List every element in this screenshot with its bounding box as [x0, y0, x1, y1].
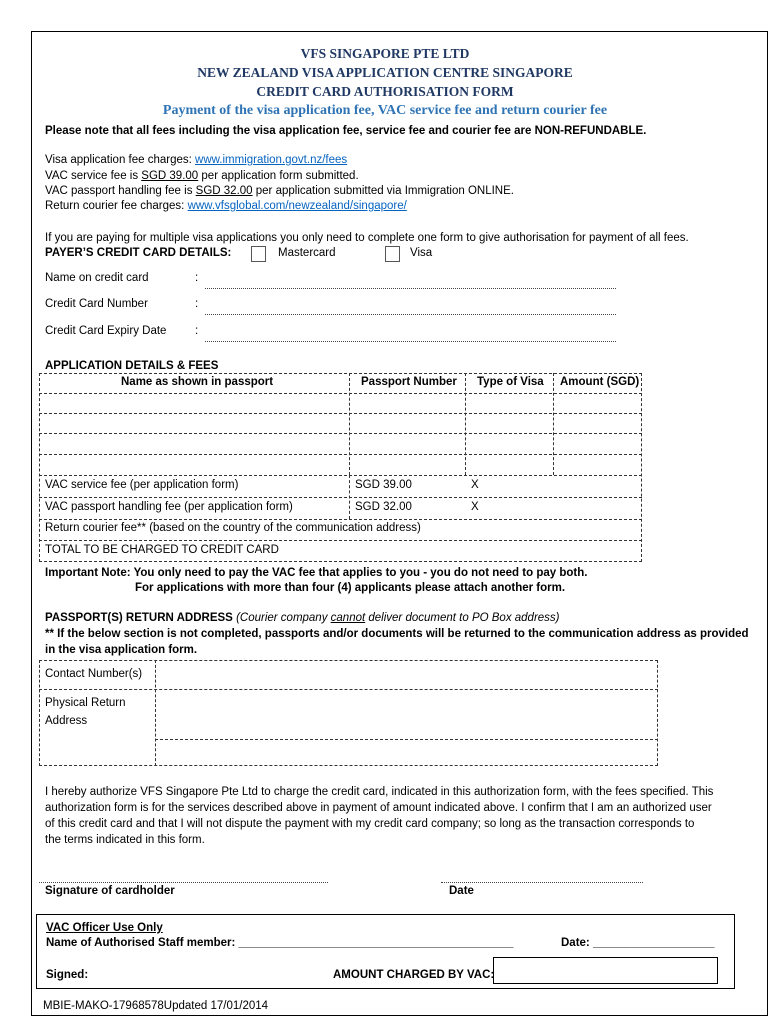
card-expiry-field[interactable] — [205, 341, 616, 342]
footer-reference: MBIE-MAKO-17968578Updated 17/01/2014 — [43, 1000, 269, 1012]
table-col-rule — [349, 373, 350, 475]
handling-fee-amount: SGD 32.00 — [195, 185, 253, 197]
visa-fee-label: Visa application fee charges: — [45, 154, 192, 166]
immigration-fees-link[interactable]: www.immigration.govt.nz/fees — [195, 154, 348, 166]
company-name: VFS SINGAPORE PTE LTD — [300, 46, 470, 61]
card-expiry-label: Credit Card Expiry Date — [45, 325, 167, 337]
table-rule — [39, 519, 642, 520]
mastercard-checkbox[interactable] — [251, 246, 266, 262]
contact-number-field[interactable] — [157, 661, 657, 688]
applicant-name-cell[interactable] — [40, 414, 348, 432]
table-rule — [39, 475, 642, 476]
authorization-line-1: I hereby authorize VFS Singapore Pte Ltd to charge the credit card, indicated in this authorization form, with the fees specified. This — [45, 786, 714, 798]
name-colon: : — [195, 272, 199, 284]
amount-charged-label: AMOUNT CHARGED BY VAC: — [333, 969, 495, 981]
expiry-colon: : — [195, 325, 199, 337]
multiple-applications-note: If you are paying for multiple visa applications you only need to complete one form to give authorisation for payment of all fees. — [45, 232, 689, 244]
amount-charged-field[interactable] — [493, 957, 718, 984]
address-col-rule — [155, 660, 156, 766]
total-row: TOTAL TO BE CHARGED TO CREDIT CARD — [45, 544, 279, 556]
service-fee-row-mark: X — [471, 479, 479, 491]
applicant-name-cell[interactable] — [40, 394, 348, 412]
important-note: Important Note: You only need to pay the VAC fee that applies to you - you do not need to pay both. — [45, 567, 588, 579]
handling-fee-line — [45, 185, 514, 197]
officer-date-label: Date: ___________________ — [561, 937, 715, 949]
table-rule — [39, 540, 642, 541]
important-note-attach: For applications with more than four (4) applicants please attach another form. — [135, 582, 566, 594]
service-fee-row-label: VAC service fee (per application form) — [45, 479, 239, 491]
po-box-note-pre: (Courier company — [236, 612, 331, 624]
handling-fee-row-amount: SGD 32.00 — [355, 501, 412, 513]
name-on-card-field[interactable] — [205, 288, 616, 289]
number-colon: : — [195, 298, 199, 310]
signature-line[interactable] — [39, 882, 328, 883]
signature-label: Signature of cardholder — [45, 885, 175, 897]
vfsglobal-link[interactable]: www.vfsglobal.com/newzealand/singapore/ — [187, 200, 407, 212]
date-line[interactable] — [441, 882, 643, 883]
centre-name: NEW ZEALAND VISA APPLICATION CENTRE SINGAPORE — [197, 65, 573, 80]
form-subtitle: Payment of the visa application fee, VAC service fee and return courier fee — [162, 103, 608, 118]
table-col-rule — [465, 373, 466, 475]
po-box-note-post: deliver document to PO Box address) — [365, 612, 560, 624]
authorization-line-2: authorization form is for the services described above in payment of amount indicated above. I confirm that I am an authorized user — [45, 802, 712, 814]
handling-fee-row-label: VAC passport handling fee (per application form) — [45, 501, 293, 513]
date-label: Date — [449, 885, 474, 897]
table-col-rule — [349, 475, 350, 519]
handling-fee-post: per application submitted via Immigration ONLINE. — [252, 185, 514, 197]
service-fee-post: per application form submitted. — [198, 170, 359, 182]
applicant-name-cell[interactable] — [40, 434, 348, 453]
return-warning-1: ** If the below section is not completed, passports and/or documents will be returned to the communication address as provided — [45, 628, 749, 640]
po-box-note — [236, 612, 559, 624]
handling-fee-pre: VAC passport handling fee is — [45, 185, 196, 197]
return-address-heading-line — [45, 612, 560, 624]
physical-address-field-2[interactable] — [157, 740, 657, 765]
name-on-card-label: Name on credit card — [45, 272, 149, 284]
courier-fee-row: Return courier fee** (based on the country of the communication address) — [45, 522, 421, 534]
service-fee-row-amount: SGD 39.00 — [355, 479, 412, 491]
handling-fee-row-mark: X — [471, 501, 479, 513]
payer-card-heading: PAYER’S CREDIT CARD DETAILS: — [45, 247, 232, 259]
table-col-rule — [553, 373, 554, 475]
application-details-heading: APPLICATION DETAILS & FEES — [45, 360, 219, 372]
courier-fee-line — [45, 200, 407, 212]
card-number-field[interactable] — [205, 314, 616, 315]
applicant-name-cell[interactable] — [40, 455, 348, 474]
contact-number-label: Contact Number(s) — [45, 668, 143, 680]
physical-address-label-1: Physical Return — [45, 697, 126, 709]
table-rule — [39, 497, 642, 498]
courier-fee-label: Return courier fee charges: — [45, 200, 185, 212]
visa-label: Visa — [410, 247, 433, 259]
po-box-note-cannot: cannot — [330, 612, 366, 624]
staff-name-label: Name of Authorised Staff member: ___________________________________________ — [46, 937, 514, 949]
service-fee-amount: SGD 39.00 — [141, 170, 199, 182]
service-fee-pre: VAC service fee is — [45, 170, 142, 182]
col-passport-header: Passport Number — [361, 376, 457, 388]
col-amount-header: Amount (SGD) — [560, 376, 640, 388]
authorization-line-3: of this credit card and that I will not dispute the payment with my credit card company; so long as the transaction corresponds to — [45, 818, 695, 830]
physical-address-field-1[interactable] — [157, 690, 657, 738]
card-number-label: Credit Card Number — [45, 298, 148, 310]
col-visa-type-header: Type of Visa — [477, 376, 544, 388]
signed-label: Signed: — [46, 969, 89, 981]
non-refundable-note: Please note that all fees including the visa application fee, service fee and courier fee are NON-REFUNDABLE. — [45, 125, 647, 137]
return-address-heading: PASSPORT(S) RETURN ADDRESS — [45, 612, 233, 624]
authorization-line-4: the terms indicated in this form. — [45, 834, 205, 846]
visa-fee-line — [45, 154, 347, 166]
return-warning-2: in the visa application form. — [45, 644, 198, 656]
mastercard-label: Mastercard — [278, 247, 336, 259]
physical-address-label-2: Address — [45, 715, 88, 727]
form-title: CREDIT CARD AUTHORISATION FORM — [256, 84, 514, 99]
vac-officer-heading: VAC Officer Use Only — [46, 922, 163, 934]
service-fee-line — [45, 170, 359, 182]
visa-checkbox[interactable] — [385, 246, 400, 262]
col-name-header: Name as shown in passport — [121, 376, 274, 388]
